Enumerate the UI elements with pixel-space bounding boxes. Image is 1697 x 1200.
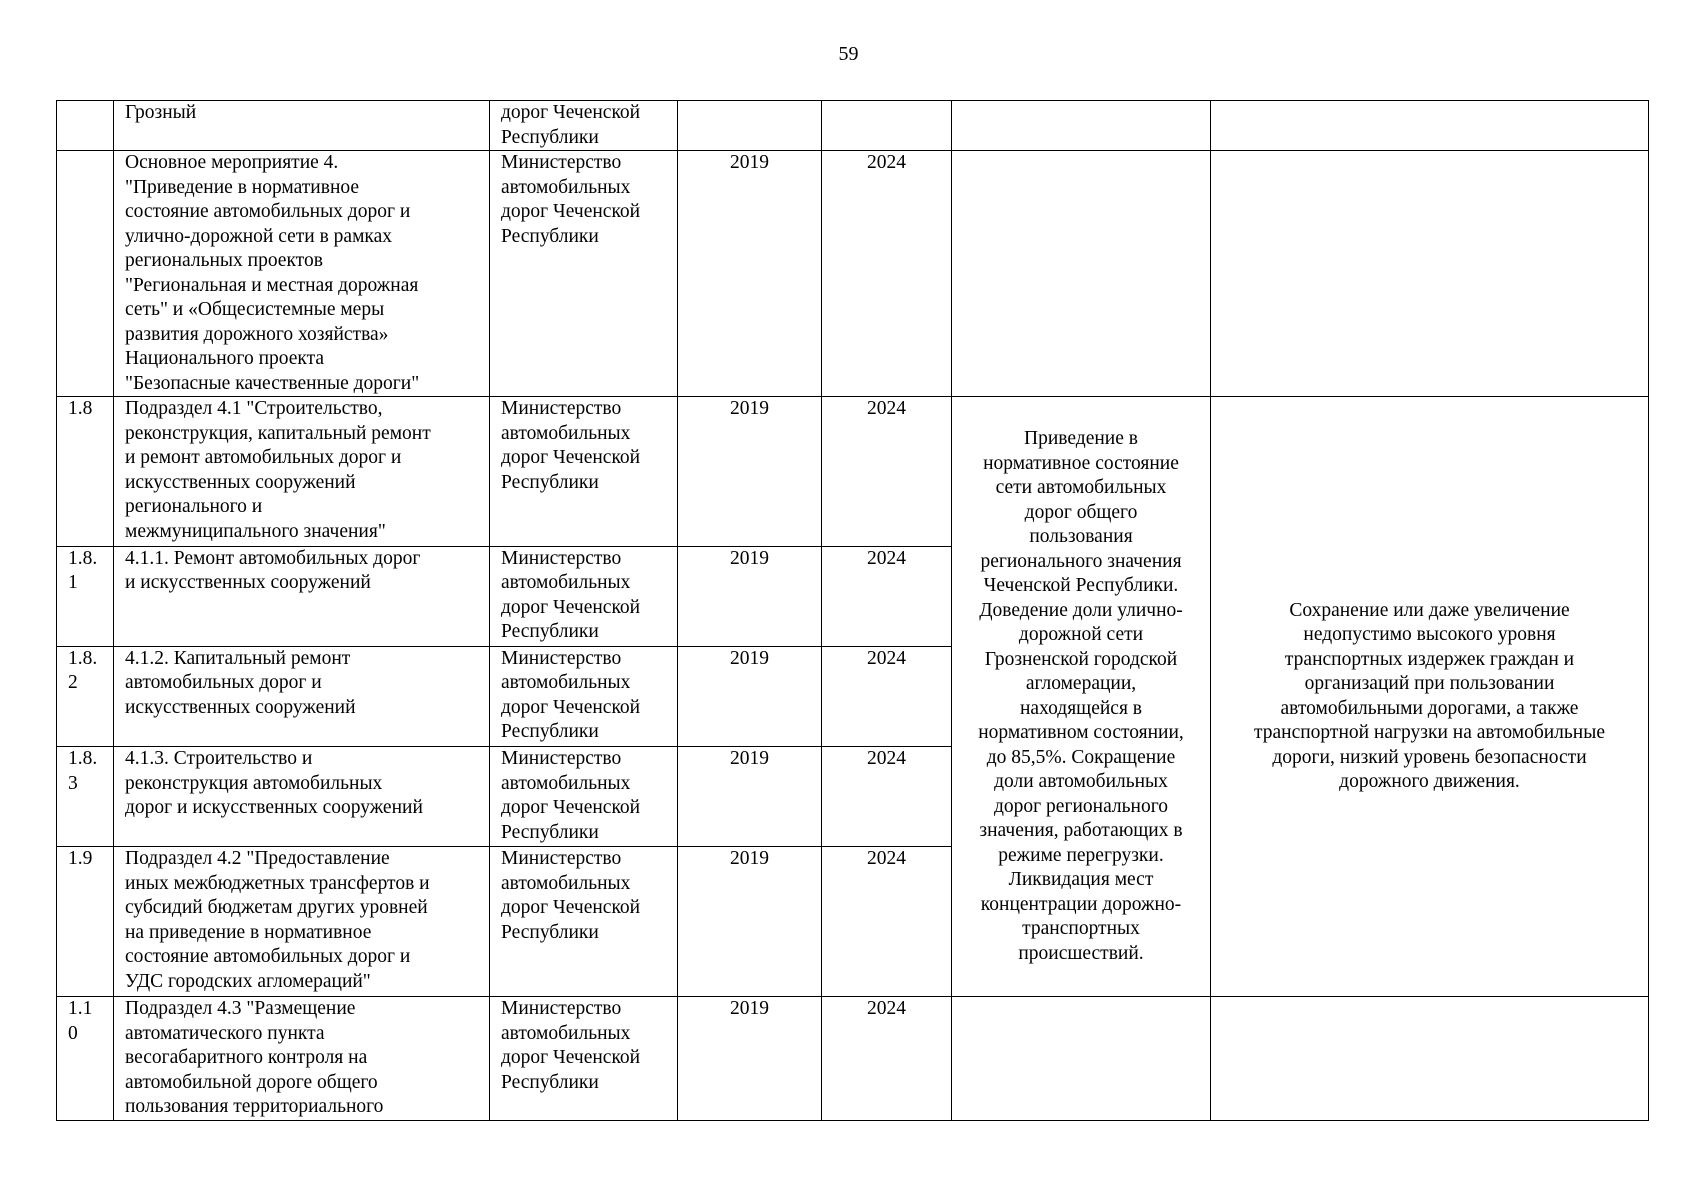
row-number: 1.1 0 [57,997,114,1121]
measure-name: Грозный [114,101,490,151]
end-year: 2024 [822,397,952,547]
start-year: 2019 [678,151,822,397]
measure-name: Подраздел 4.3 "Размещение автоматического пункта весогабаритного контроля на автомобильной дороге общего пользования территориального [114,997,490,1121]
executor: Министерство автомобильных дорог Чеченской Республики [490,546,678,646]
row-number [57,151,114,397]
executor: Министерство автомобильных дорог Чеченской Республики [490,646,678,746]
expected-result-merged: Приведение в нормативное состояние сети автомобильных дорог общего пользования регионального значения Чеченской Республики. Доведение доли улично- дорожной сети Грозненской городской агломерации, находящейся в нормативном состоянии, до 85,5%. Сокращение доли автомобильных дорог регионального значения, работающих в режиме перегрузки. Ликвидация мест концентрации дорожно- транспортных происшествий. [952,397,1211,997]
expected-result [952,997,1211,1121]
row-number: 1.8. 2 [57,646,114,746]
end-year: 2024 [822,997,952,1121]
start-year: 2019 [678,747,822,847]
start-year: 2019 [678,397,822,547]
consequence [1211,101,1649,151]
start-year: 2019 [678,847,822,997]
table-row [57,997,1649,1121]
page-number: 59 [838,43,859,65]
end-year: 2024 [822,151,952,397]
table-row [57,151,1649,397]
start-year [678,101,822,151]
executor: дорог Чеченской Республики [490,101,678,151]
end-year: 2024 [822,847,952,997]
end-year: 2024 [822,646,952,746]
start-year: 2019 [678,546,822,646]
row-number: 1.8 [57,397,114,547]
executor: Министерство автомобильных дорог Чеченской Республики [490,847,678,997]
table-row [57,397,1649,547]
consequence [1211,997,1649,1121]
program-table [56,100,1649,1121]
expected-result [952,151,1211,397]
executor: Министерство автомобильных дорог Чеченской Республики [490,997,678,1121]
end-year [822,101,952,151]
measure-name: 4.1.1. Ремонт автомобильных дорог и искусственных сооружений [114,546,490,646]
measure-name: 4.1.3. Строительство и реконструкция автомобильных дорог и искусственных сооружений [114,747,490,847]
measure-name: Подраздел 4.2 "Предоставление иных межбюджетных трансфертов и субсидий бюджетам других уровней на приведение в нормативное состояние автомобильных дорог и УДС городских агломераций" [114,847,490,997]
end-year: 2024 [822,747,952,847]
start-year: 2019 [678,646,822,746]
row-number: 1.8. 3 [57,747,114,847]
row-number: 1.9 [57,847,114,997]
end-year: 2024 [822,546,952,646]
measure-name: Основное мероприятие 4. "Приведение в нормативное состояние автомобильных дорог и улично-дорожной сети в рамках региональных проектов "Региональная и местная дорожная сеть" и «Общесистемные меры развития дорожного хозяйства» Национального проекта "Безопасные качественные дороги" [114,151,490,397]
executor: Министерство автомобильных дорог Чеченской Республики [490,151,678,397]
measure-name: Подраздел 4.1 "Строительство, реконструкция, капитальный ремонт и ремонт автомобильных дорог и искусственных сооружений регионального и межмуниципального значения" [114,397,490,547]
expected-result [952,101,1211,151]
consequence-merged: Сохранение или даже увеличение недопустимо высокого уровня транспортных издержек граждан и организаций при пользовании автомобильными дорогами, а также транспортной нагрузки на автомобильные дороги, низкий уровень безопасности дорожного движения. [1211,397,1649,997]
table-row [57,101,1649,151]
executor: Министерство автомобильных дорог Чеченской Республики [490,397,678,547]
row-number: 1.8. 1 [57,546,114,646]
start-year: 2019 [678,997,822,1121]
measure-name: 4.1.2. Капитальный ремонт автомобильных дорог и искусственных сооружений [114,646,490,746]
consequence [1211,151,1649,397]
executor: Министерство автомобильных дорог Чеченской Республики [490,747,678,847]
row-number [57,101,114,151]
